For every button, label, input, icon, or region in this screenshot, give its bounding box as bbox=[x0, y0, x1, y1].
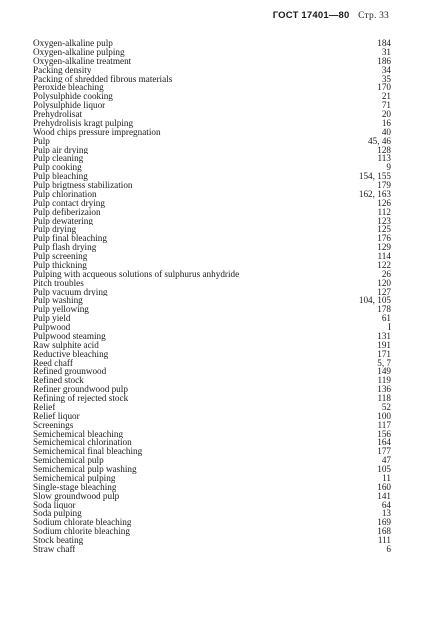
index-term: Refiner groundwood pulp bbox=[33, 385, 128, 394]
index-entry bbox=[33, 447, 391, 456]
index-entry bbox=[33, 288, 391, 297]
index-entry bbox=[33, 501, 391, 510]
index-reference-number: 169 bbox=[377, 517, 391, 528]
index-entry bbox=[33, 110, 391, 119]
index-reference-number: 136 bbox=[377, 384, 391, 395]
index-entry bbox=[33, 92, 391, 101]
index-term: Relief liquor bbox=[33, 411, 80, 421]
index-term: Packing of shredded fibrous materials bbox=[33, 74, 173, 84]
index-reference-number: 120 bbox=[377, 277, 391, 288]
index-reference-number: 177 bbox=[377, 446, 391, 457]
index-term: Semichemical pulp bbox=[33, 456, 104, 465]
index-term: Polysulphide cooking bbox=[33, 92, 113, 102]
index-entry bbox=[33, 545, 391, 554]
index-entry bbox=[33, 128, 391, 137]
index-term: Semichemical bleaching bbox=[33, 429, 124, 439]
index-term: Pulp final bleaching bbox=[33, 234, 107, 244]
index-term: Oxygen-alkaline pulp bbox=[33, 39, 113, 48]
index-term: Pulp yield bbox=[33, 314, 71, 323]
index-term: Reed chaff bbox=[33, 358, 73, 368]
index-entry bbox=[33, 39, 391, 48]
index-reference-number: 21 bbox=[381, 91, 391, 102]
index-reference-number: 125 bbox=[377, 224, 391, 235]
index-term: Sodium chlorate bleaching bbox=[33, 518, 132, 528]
index-term: Pulp vacuum drying bbox=[33, 287, 108, 297]
index-entry bbox=[33, 252, 391, 261]
index-entry bbox=[33, 217, 391, 226]
index-term: Semichemical final bleaching bbox=[33, 447, 143, 457]
index-entry bbox=[33, 367, 391, 376]
index-term: Slow groundwood pulp bbox=[33, 491, 120, 501]
index-reference-number: 191 bbox=[377, 339, 391, 350]
index-entry bbox=[33, 456, 391, 465]
index-entry bbox=[33, 509, 391, 518]
index-entry bbox=[33, 279, 391, 288]
index-entry bbox=[33, 57, 391, 66]
index-reference-number: 179 bbox=[377, 180, 391, 190]
index-term: Pulp yellowing bbox=[33, 305, 89, 315]
index-entry bbox=[33, 438, 391, 447]
index-reference-number: 127 bbox=[377, 286, 391, 297]
index-term: Pulp flash drying bbox=[33, 243, 97, 252]
index-term: Sodium chlorite bleaching bbox=[33, 527, 130, 536]
index-reference-number: 40 bbox=[381, 126, 391, 137]
index-reference-number: 5, 7 bbox=[377, 357, 391, 368]
index-reference-number: 111 bbox=[377, 535, 391, 545]
index-term: Pulp thickning bbox=[33, 260, 87, 270]
index-term: Pulpwood bbox=[33, 323, 71, 332]
index-reference-number: 100 bbox=[377, 410, 391, 421]
index-term: Reductive bleaching bbox=[33, 349, 109, 359]
index-entry bbox=[33, 430, 391, 439]
index-term: Raw sulphite acid bbox=[33, 340, 99, 350]
index-term: Oxygen-alkaline pulping bbox=[33, 47, 125, 57]
index-entry bbox=[33, 270, 391, 279]
index-entry bbox=[33, 465, 391, 474]
index-entry bbox=[33, 296, 391, 305]
page-number: 33 bbox=[379, 11, 389, 21]
index-term: Pulpwood steaming bbox=[33, 331, 106, 341]
index-entry bbox=[33, 492, 391, 501]
index-reference-number: 141 bbox=[377, 490, 391, 501]
index-entry bbox=[33, 305, 391, 314]
index-reference-number: 52 bbox=[381, 401, 391, 412]
index-term: Refining of rejected stock bbox=[33, 394, 129, 403]
index-entry bbox=[33, 48, 391, 57]
index-reference-number: 71 bbox=[381, 100, 391, 111]
index-term: Soda liquor bbox=[33, 500, 76, 510]
index-reference-number: 154, 155 bbox=[358, 171, 391, 182]
index-entry bbox=[33, 314, 391, 323]
index-term: Refined grounwood bbox=[33, 367, 107, 377]
index-entry bbox=[33, 243, 391, 252]
index-reference-number: 160 bbox=[377, 481, 391, 492]
index-reference-number: 119 bbox=[377, 375, 391, 386]
index-term: Straw chaff bbox=[33, 544, 76, 554]
index-term: Pitch troubles bbox=[33, 278, 84, 288]
index-entry bbox=[33, 66, 391, 75]
index-entry bbox=[33, 385, 391, 394]
index-reference-number: 168 bbox=[377, 526, 391, 537]
index-reference-number: 13 bbox=[381, 508, 391, 519]
index-term: Pulping with acqueous solutions of sulphurus anhydride bbox=[33, 269, 240, 279]
index-entry bbox=[33, 101, 391, 110]
index-reference-number: 112 bbox=[377, 206, 391, 217]
index-reference-number: 131 bbox=[377, 330, 391, 341]
index-reference-number: 34 bbox=[381, 64, 391, 75]
index-entry bbox=[33, 421, 391, 430]
index-reference-number: 186 bbox=[377, 55, 391, 66]
index-reference-number: 117 bbox=[377, 419, 391, 430]
index-entry bbox=[33, 403, 391, 412]
index-reference-number: 104, 105 bbox=[358, 295, 391, 306]
index-term: Relief bbox=[33, 402, 56, 412]
index-reference-number: 64 bbox=[381, 499, 391, 510]
index-reference-number: I bbox=[387, 322, 391, 332]
index-term: Peroxide bleaching bbox=[33, 83, 104, 93]
index-entry bbox=[33, 261, 391, 270]
index-term: Pulp drying bbox=[33, 225, 77, 235]
index-term: Pulp air drying bbox=[33, 145, 89, 155]
index-term: Pulp washing bbox=[33, 296, 83, 306]
index-term: Pulp bbox=[33, 136, 50, 146]
index-term: Semichemical pulping bbox=[33, 473, 116, 483]
index-entry bbox=[33, 536, 391, 545]
index-reference-number: 178 bbox=[377, 304, 391, 315]
index-reference-number: 162, 163 bbox=[358, 188, 391, 199]
index-term: Polysulphide liquor bbox=[33, 101, 106, 110]
index-entry bbox=[33, 137, 391, 146]
index-term: Prehydrolisat bbox=[33, 110, 82, 119]
index-reference-number: 45, 46 bbox=[368, 135, 391, 146]
index-reference-number: 26 bbox=[381, 268, 391, 279]
index-entry bbox=[33, 412, 391, 421]
index-reference-number: 184 bbox=[377, 38, 391, 48]
index-term: Refined stock bbox=[33, 376, 84, 386]
index-term: Prehydrolisis kragt pulping bbox=[33, 118, 134, 128]
index-term: Stock beating bbox=[33, 536, 84, 545]
index-reference-number: 170 bbox=[377, 82, 391, 93]
index-entry bbox=[33, 518, 391, 527]
index-reference-number: 126 bbox=[377, 197, 391, 208]
index-reference-number: 105 bbox=[377, 464, 391, 474]
index-term: Pulp cleaning bbox=[33, 154, 84, 164]
index-reference-number: 113 bbox=[377, 153, 391, 164]
index-entry bbox=[33, 483, 391, 492]
standard-number: ГОСТ 17401—80 bbox=[272, 10, 350, 21]
index-entry bbox=[33, 190, 391, 199]
index-entry bbox=[33, 154, 391, 163]
index-entry bbox=[33, 146, 391, 155]
index-reference-number: 31 bbox=[381, 46, 391, 57]
index-reference-number: 164 bbox=[377, 437, 391, 448]
index-entry bbox=[33, 376, 391, 385]
index-reference-number: 114 bbox=[377, 251, 391, 261]
index-entry bbox=[33, 181, 391, 190]
index-term: Pulp brigtness stabilization bbox=[33, 181, 133, 190]
page-header bbox=[273, 10, 389, 21]
index-reference-number: 123 bbox=[377, 215, 391, 226]
index-term: Single-stage bleaching bbox=[33, 482, 117, 492]
index-term: Pulp contact drying bbox=[33, 198, 105, 208]
index-reference-number: 176 bbox=[377, 233, 391, 244]
index-entry bbox=[33, 234, 391, 243]
index-entry bbox=[33, 350, 391, 359]
index-entry bbox=[33, 323, 391, 332]
index-reference-number: 20 bbox=[381, 109, 391, 119]
index-term: Pulp cooking bbox=[33, 163, 82, 173]
index-term: Soda pulping bbox=[33, 509, 82, 519]
page-label: Стр. bbox=[358, 11, 377, 21]
index-term: Packing density bbox=[33, 65, 92, 75]
index-entry bbox=[33, 163, 391, 172]
index-reference-number: 171 bbox=[377, 348, 391, 359]
index-reference-number: 35 bbox=[381, 73, 391, 84]
index-entry bbox=[33, 359, 391, 368]
index-reference-number: 9 bbox=[386, 162, 391, 173]
index-term: Semichemical pulp washing bbox=[33, 465, 137, 474]
index-entry bbox=[33, 75, 391, 84]
index-term: Wood chips pressure impregnation bbox=[33, 127, 161, 137]
index-entry bbox=[33, 332, 391, 341]
index-term: Pulp defiberizaion bbox=[33, 207, 101, 217]
index-reference-number: 47 bbox=[381, 455, 391, 466]
index-term: Semichemical chlorination bbox=[33, 438, 132, 448]
index-term: Pulp bleaching bbox=[33, 172, 88, 181]
index-term: Oxygen-alkaline treatment bbox=[33, 56, 132, 66]
index-entry bbox=[33, 474, 391, 483]
index-entry bbox=[33, 199, 391, 208]
index-list bbox=[33, 39, 391, 554]
index-entry bbox=[33, 341, 391, 350]
index-entry bbox=[33, 208, 391, 217]
index-entry bbox=[33, 119, 391, 128]
index-entry bbox=[33, 225, 391, 234]
index-entry bbox=[33, 83, 391, 92]
index-reference-number: 11 bbox=[382, 472, 391, 483]
index-term: Pulp chlorination bbox=[33, 189, 97, 199]
index-entry bbox=[33, 527, 391, 536]
index-reference-number: 6 bbox=[386, 543, 391, 554]
index-reference-number: 128 bbox=[377, 144, 391, 155]
index-reference-number: 156 bbox=[377, 428, 391, 439]
index-term: Pulp screening bbox=[33, 252, 88, 261]
index-reference-number: 118 bbox=[377, 393, 391, 403]
index-reference-number: 16 bbox=[381, 117, 391, 128]
index-reference-number: 149 bbox=[377, 366, 391, 377]
index-term: Screenings bbox=[33, 420, 74, 430]
index-reference-number: 129 bbox=[377, 242, 391, 253]
index-term: Pulp dewatering bbox=[33, 216, 93, 226]
index-entry bbox=[33, 394, 391, 403]
index-reference-number: 61 bbox=[381, 313, 391, 324]
index-entry bbox=[33, 172, 391, 181]
index-reference-number: 122 bbox=[377, 259, 391, 270]
